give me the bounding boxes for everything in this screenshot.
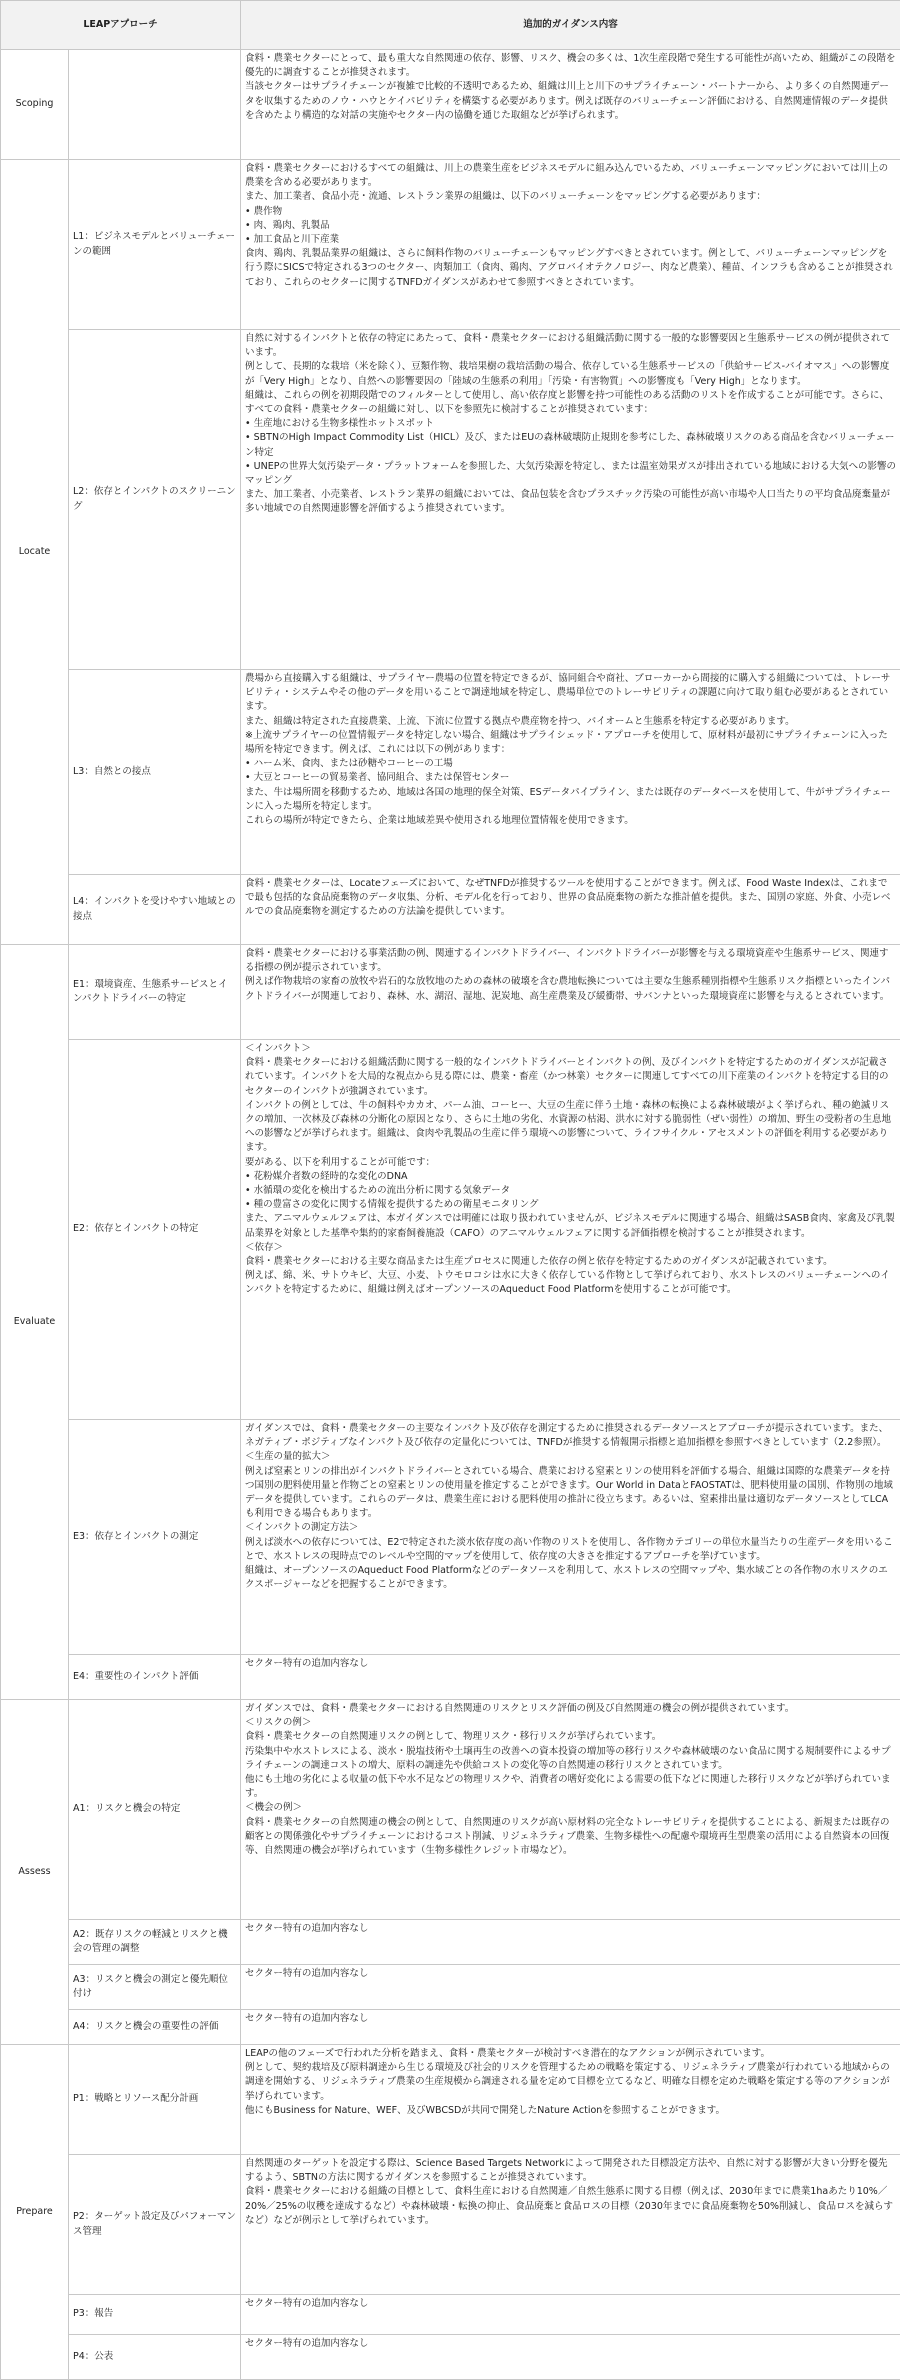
guidance-paragraph: ＜依存＞: [245, 1241, 896, 1255]
guidance-paragraph: 食料・農業セクターにおける主要な商品または生産プロセスに関連した依存の例と依存を特定するためのガイダンスが記載されています。: [245, 1255, 896, 1269]
guidance-paragraph: 他にもBusiness for Nature、WEF、及びWBCSDが共同で開発したNature Actionを参照することができます。: [245, 2104, 896, 2118]
guidance-paragraph: セクター特有の追加内容なし: [245, 1657, 896, 1671]
guidance-paragraph: 食料・農業セクターにおける事業活動の例、関連するインパクトドライバー、インパクトドライバーが影響を与える環境資産や生態系サービス、関連する指標の例が提示されています。: [245, 947, 896, 975]
guidance-paragraph: • 種の豊富さの変化に関する情報を提供するための衛星モニタリング: [245, 1198, 896, 1212]
guidance-paragraph: 組織は、これらの例を初期段階でのフィルターとして使用し、高い依存度と影響を持つ可能性のある活動のリストを作成することが可能です。さらに、すべての食料・農業セクターの組織に対し、以下を参照先に検討することが推奨されています：: [245, 389, 896, 417]
table-row: [1, 2045, 900, 2155]
guidance-paragraph: 例えば淡水への依存については、E2で特定された淡水依存度の高い作物のリストを使用し、各作物カテゴリーの単位水量当たりの生産データを用いることで、水ストレスの現時点でのレベルや空間的マップを使用して、依存度の大きさを推定するアプローチを挙げています。: [245, 1536, 896, 1564]
guidance-paragraph: ＜生産の量的拡大＞: [245, 1450, 896, 1464]
guidance-content: [241, 875, 900, 945]
guidance-paragraph: ※上流サプライヤーの位置情報データを特定しない場合、組織はサプライシェッド・アプローチを使用して、原材料が最初にサプライチェーンに入った場所を特定できます。例えば、これには以下の例があります：: [245, 729, 896, 757]
guidance-paragraph: 例えば作物栽培の家畜の放牧や岩石的な放牧地のための森林の破壊を含む農地転換については主要な生態系種別指標や生態系リスク指標といったインパクトドライバーが関連しており、森林、水、湖沼、湿地、泥炭地、高生産農業及び緩衝帯、サバンナといった環境資産に影響を与えるとされています。: [245, 975, 896, 1003]
guidance-paragraph: これらの場所が特定できたら、企業は地域差異や使用される地理位置情報を使用できます。: [245, 814, 896, 828]
step-label: A4：リスクと機会の重要性の評価: [69, 2010, 241, 2045]
guidance-paragraph: 汚染集中や水ストレスによる、淡水・脱塩技術や土壌再生の改善への資本投資の増加等の移行リスクや森林破壊のない食品に関する規制要件によるサプライチェーンの調達コストの増大、原料の調達先や供給コストの変化等の自然関連の移行リスクとされています。: [245, 1745, 896, 1773]
guidance-paragraph: 例えば、綿、米、サトウキビ、大豆、小麦、トウモロコシは水に大きく依存している作物として挙げられており、水ストレスのバリューチェーンへのインパクトを特定するために、組織は例えばオープンソースのAqueduct Food Platformを使用することが可能です。: [245, 1269, 896, 1297]
guidance-paragraph: 要がある、以下を利用することが可能です：: [245, 1156, 896, 1170]
table-row: [1, 50, 900, 160]
guidance-paragraph: 組織は、オープンソースのAqueduct Food Platformなどのデータソースを利用して、水ストレスの空間マップや、集水域ごとの各作物の水リスクのエクスポージャーなどを把握することができます。: [245, 1564, 896, 1592]
guidance-paragraph: 食肉、鶏肉、乳製品業界の組織は、さらに飼料作物のバリューチェーンもマッピングすべきとされています。例として、バリューチェーンマッピングを行う際にSICSで特定される3つのセクター、肉類加工（食肉、鶏肉、アグロバイオテクノロジー、肉など農業）、種苗、インフラも含めることが推奨されており、これらのセクターに関するTNFDガイダンスがあわせて参照すべきとされています。: [245, 247, 896, 290]
guidance-paragraph: • 花粉媒介者数の経時的な変化のDNA: [245, 1170, 896, 1184]
guidance-content: [241, 1655, 900, 1700]
table-row: [1, 1700, 900, 1920]
guidance-content: [241, 670, 900, 875]
guidance-paragraph: 食料・農業セクターにおける組織活動に関する一般的なインパクトドライバーとインパクトの例、及びインパクトを特定するためのガイダンスが記載されています。インパクトを大局的な視点から見る際には、農業・畜産（かつ林業）セクターに関連してすべての川下産業のインパクトを特定する目的のセクターのインパクトが強調されています。: [245, 1056, 896, 1099]
guidance-paragraph: 食料・農業セクターにおけるすべての組織は、川上の農業生産をビジネスモデルに組み込んでいるため、バリューチェーンマッピングにおいては川上の農業を含める必要があります。: [245, 162, 896, 190]
guidance-content: [241, 2045, 900, 2155]
guidance-paragraph: 自然に対するインパクトと依存の特定にあたって、食料・農業セクターにおける組織活動に関する一般的な影響要因と生態系サービスの例が提供されています。: [245, 332, 896, 360]
guidance-paragraph: ガイダンスでは、食料・農業セクターにおける自然関連のリスクとリスク評価の例及び自然関連の機会の例が提供されています。: [245, 1702, 896, 1716]
table-row: [1, 1420, 900, 1655]
step-label: A1：リスクと機会の特定: [69, 1700, 241, 1920]
guidance-paragraph: セクター特有の追加内容なし: [245, 2337, 896, 2351]
guidance-paragraph: また、牛は場所間を移動するため、地域は各国の地理的保全対策、ESデータパイプライン、または既存のデータベースを使用して、牛がサプライチェーンに入った場所を特定します。: [245, 786, 896, 814]
table-row: [1, 330, 900, 670]
guidance-paragraph: また、加工業者、食品小売・流通、レストラン業界の組織は、以下のバリューチェーンをマッピングする必要があります：: [245, 190, 896, 204]
guidance-content: [241, 1920, 900, 1965]
step-label: A2：既存リスクの軽減とリスクと機会の管理の調整: [69, 1920, 241, 1965]
guidance-paragraph: • UNEPの世界大気汚染データ・プラットフォームを参照した、大気汚染源を特定し、または温室効果ガスが排出されている地域における大気への影響のマッピング: [245, 460, 896, 488]
guidance-content: [241, 1965, 900, 2010]
guidance-paragraph: ガイダンスでは、食料・農業セクターの主要なインパクト及び依存を測定するために推奨されるデータソースとアプローチが提示されています。また、ネガティブ・ポジティブなインパクト及び依存の定量化については、TNFDが推奨する情報開示指標と追加指標を参照すべきとしています（2.2参照）。: [245, 1422, 896, 1450]
step-label: E1：環境資産、生態系サービスとインパクトドライバーの特定: [69, 945, 241, 1040]
guidance-paragraph: 例えば窒素とリンの排出がインパクトドライバーとされている場合、農業における窒素とリンの使用料を評価する場合、組織は国際的な農業データを持つ国別の肥料使用量と作物ごとの窒素とリンの使用量を推定することができます。Our World in DataとFAOSTATは、肥料使用量の国別、作物別の地域データを提供しています。これらのデータは、農業生産における肥料使用の推計に役立ちます。あるいは、窒素排出量は適切なデータソースとしてLCAも利用できる場合もあります。: [245, 1465, 896, 1522]
phase-locate: Locate: [1, 160, 69, 945]
guidance-paragraph: 食料・農業セクターの自然関連リスクの例として、物理リスク・移行リスクが挙げられています。: [245, 1730, 896, 1744]
guidance-paragraph: インパクトの例としては、牛の飼料やカカオ、パーム油、コーヒー、大豆の生産に伴う土地・森林の転換による森林破壊がよく挙げられ、種の絶滅リスクの増加、一次林及び森林の分断化の原因となり、さらに土地の劣化、水資源の枯渇、洪水に対する脆弱性（ぜい弱性）の増加、野生の受粉者の生息地への影響などが挙げられます。組織は、食肉や乳製品の生産に伴う環境への影響について、ライフサイクル・アセスメントの評価を利用する必要があります。: [245, 1099, 896, 1156]
table-row: [1, 1040, 900, 1420]
table-row: [1, 2010, 900, 2045]
table-row: [1, 160, 900, 330]
guidance-content: [241, 160, 900, 330]
phase-scoping: Scoping: [1, 50, 69, 160]
guidance-paragraph: LEAPの他のフェーズで行われた分析を踏まえ、食料・農業セクターが検討すべき潜在的なアクションが例示されています。: [245, 2047, 896, 2061]
guidance-content: [241, 2335, 900, 2380]
guidance-paragraph: セクター特有の追加内容なし: [245, 1922, 896, 1936]
header-additional-guidance: 追加的ガイダンス内容: [241, 1, 900, 50]
guidance-paragraph: 当該セクターはサプライチェーンが複雑で比較的不透明であるため、組織は川上と川下のサプライチェーン・パートナーから、より多くの自然関連データを収集するためのノウ・ハウとケイパビリティを構築する必要があります。例えば既存のバリューチェーン評価における、自然関連情報のデータ提供を含めたより構造的な対話の実施やセクター内の協働を通じた取組などが挙げられます。: [245, 80, 896, 123]
phase-evaluate: Evaluate: [1, 945, 69, 1700]
guidance-paragraph: • 生産地における生物多様性ホットスポット: [245, 417, 896, 431]
guidance-content: [241, 1700, 900, 1920]
step-label: [69, 50, 241, 160]
phase-prepare: Prepare: [1, 2045, 69, 2380]
step-label: L2：依存とインパクトのスクリーニング: [69, 330, 241, 670]
table-row: [1, 2335, 900, 2380]
step-label: P4：公表: [69, 2335, 241, 2380]
table-row: [1, 2295, 900, 2335]
table-header-row: [1, 1, 900, 50]
table-row: [1, 1920, 900, 1965]
step-label: E2：依存とインパクトの特定: [69, 1040, 241, 1420]
step-label: L3：自然との接点: [69, 670, 241, 875]
guidance-content: [241, 2295, 900, 2335]
step-label: E3：依存とインパクトの測定: [69, 1420, 241, 1655]
guidance-paragraph: セクター特有の追加内容なし: [245, 1967, 896, 1981]
step-label: P1：戦略とリソース配分計画: [69, 2045, 241, 2155]
guidance-paragraph: セクター特有の追加内容なし: [245, 2297, 896, 2311]
guidance-paragraph: 食料・農業セクターにおける組織の目標として、食料生産における自然関連／自然生態系に関する目標（例えば、2030年までに農業1haあたり10%／20%／25%の収穫を達成するなど）や森林破壊・転換の抑止、食品廃棄と食品ロスの目標（2030年までに食品廃棄物を50%削減し、食品ロスを減らすなど）などが例示として挙げられています。: [245, 2185, 896, 2228]
guidance-paragraph: 例として、契約栽培及び原料調達から生じる環境及び社会的リスクを管理するための戦略を策定する、リジェネラティブ農業が行われている地域からの調達を開始する、リジェネラティブ農業の生産規模から調達される量を定めて目標を立てるなど、明確な目標を定めた戦略を策定する等のアクションが挙げられています。: [245, 2061, 896, 2104]
guidance-paragraph: ＜インパクトの測定方法＞: [245, 1521, 896, 1535]
guidance-content: [241, 2010, 900, 2045]
guidance-paragraph: ＜インパクト＞: [245, 1042, 896, 1056]
step-label: P2：ターゲット設定及びパフォーマンス管理: [69, 2155, 241, 2295]
guidance-paragraph: 食料・農業セクターの自然関連の機会の例として、自然関連のリスクが高い原材料の完全なトレーサビリティを提供することによる、新規または既存の顧客との関係強化やサプライチェーンにおけるコスト削減、リジェネラティブ農業、生物多様性への配慮や環境再生型農業の活用による自然資本の回復等、自然関連の機会が挙げられています（生物多様性クレジット市場など）。: [245, 1816, 896, 1859]
table-row: [1, 1655, 900, 1700]
guidance-content: [241, 330, 900, 670]
guidance-paragraph: ＜リスクの例＞: [245, 1716, 896, 1730]
guidance-paragraph: 食料・農業セクターにとって、最も重大な自然関連の依存、影響、リスク、機会の多くは、1次生産段階で発生する可能性が高いため、組織がこの段階を優先的に調査することが推奨されます。: [245, 52, 896, 80]
guidance-content: [241, 1040, 900, 1420]
guidance-paragraph: 食料・農業セクターは、Locateフェーズにおいて、なぜTNFDが推奨するツールを使用することができます。例えば、Food Waste Indexは、これまでで最も包括的な食品廃棄物のデータ収集、分析、モデル化を行っており、世界の食品廃棄物の新たな推計値を提供。また、国別の家庭、外食、小売レベルでの食品廃棄物を測定するための方法論を提供しています。: [245, 877, 896, 920]
table-row: [1, 945, 900, 1040]
guidance-paragraph: • ハーム米、食肉、または砂糖やコーヒーの工場: [245, 757, 896, 771]
guidance-paragraph: また、アニマルウェルフェアは、本ガイダンスでは明確には取り扱われていませんが、ビジネスモデルに関連する場合、組織はSASB食肉、家禽及び乳製品業界を対象とした基準や集約的家畜飼養施設（CAFO）のアニマルウェルフェアに関する評価指標を検討することが推奨されます。: [245, 1212, 896, 1240]
guidance-content: [241, 50, 900, 160]
phase-assess: Assess: [1, 1700, 69, 2045]
table-row: [1, 875, 900, 945]
table-row: [1, 670, 900, 875]
guidance-paragraph: 例として、長期的な栽培（米を除く）、豆類作物、栽培果樹の栽培活動の場合、依存している生態系サービスの「供給サービス-バイオマス」への影響度が「Very High」となり、自然への影響要因の「陸域の生態系の利用」「汚染・有害物質」への影響度も「Very High」となります。: [245, 360, 896, 388]
header-leap-approach: LEAPアプローチ: [1, 1, 241, 50]
step-label: A3：リスクと機会の測定と優先順位付け: [69, 1965, 241, 2010]
guidance-paragraph: • SBTNのHigh Impact Commodity List（HICL）及び、またはEUの森林破壊防止規則を参考にした、森林破壊リスクのある商品を含むバリューチェーン特定: [245, 431, 896, 459]
step-label: L1：ビジネスモデルとバリューチェーンの範囲: [69, 160, 241, 330]
guidance-paragraph: • 農作物: [245, 205, 896, 219]
guidance-paragraph: 農場から直接購入する組織は、サプライヤー農場の位置を特定できるが、協同組合や商社、ブローカーから間接的に購入する組織については、トレーサビリティ・システムやその他のデータを用いることで調達地域を特定し、農場単位でのトレーサビリティの課題に向けて取り組む必要があるとされています。: [245, 672, 896, 715]
guidance-paragraph: • 肉、鶏肉、乳製品: [245, 219, 896, 233]
guidance-content: [241, 945, 900, 1040]
guidance-paragraph: また、加工業者、小売業者、レストラン業界の組織においては、食品包装を含むプラスチック汚染の可能性が高い市場や人口当たりの平均食品廃棄量が多い地域での自然関連影響を評価するよう推奨されています。: [245, 488, 896, 516]
step-label: P3：報告: [69, 2295, 241, 2335]
step-label: E4：重要性のインパクト評価: [69, 1655, 241, 1700]
guidance-content: [241, 2155, 900, 2295]
guidance-paragraph: • 加工食品と川下産業: [245, 233, 896, 247]
table-row: [1, 2155, 900, 2295]
guidance-paragraph: 他にも土地の劣化による収量の低下や水不足などの物理リスクや、消費者の嗜好変化による需要の低下などに関連した移行リスクなどが挙げられています。: [245, 1773, 896, 1801]
guidance-paragraph: 自然関連のターゲットを設定する際は、Science Based Targets Networkによって開発された目標設定方法や、自然に対する影響が大きい分野を優先するよう、SBTNの方法に関するガイダンスを参照することが推奨されています。: [245, 2157, 896, 2185]
step-label: L4：インパクトを受けやすい地域との接点: [69, 875, 241, 945]
guidance-content: [241, 1420, 900, 1655]
table-row: [1, 1965, 900, 2010]
guidance-paragraph: ＜機会の例＞: [245, 1801, 896, 1815]
guidance-paragraph: セクター特有の追加内容なし: [245, 2012, 896, 2026]
guidance-paragraph: • 大豆とコーヒーの貿易業者、協同組合、または保管センター: [245, 771, 896, 785]
guidance-paragraph: • 水循環の変化を検出するための流出分析に関する気象データ: [245, 1184, 896, 1198]
guidance-paragraph: また、組織は特定された直接農業、上流、下流に位置する拠点や農産物を持つ、バイオームと生態系を特定する必要があります。: [245, 715, 896, 729]
